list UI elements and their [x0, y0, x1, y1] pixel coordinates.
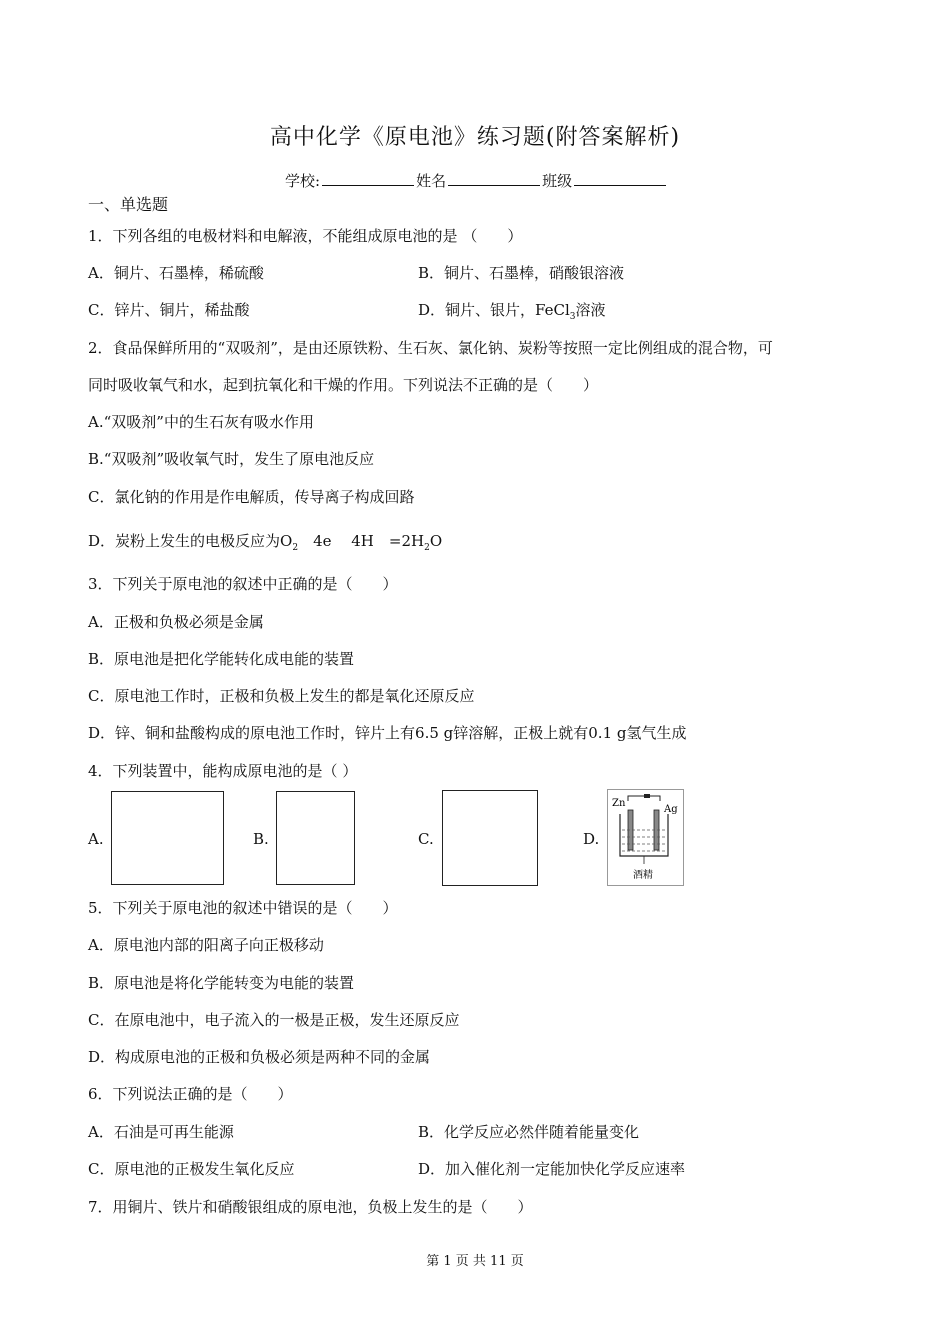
question-3-option-a: A．正极和负极必须是金属 [88, 613, 264, 631]
school-blank[interactable] [322, 171, 414, 186]
question-4-figure-d [607, 789, 684, 886]
page-footer: 第 1 页 共 11 页 [426, 1254, 524, 1269]
page-title: 高中化学《原电池》练习题(附答案解析) [269, 125, 681, 150]
question-5-option-a: A．原电池内部的阳离子向正极移动 [88, 936, 324, 954]
question-3-option-d: D．锌、铜和盐酸构成的原电池工作时，锌片上有6.5 g锌溶解，正极上就有0.1 g氢气生成 [88, 724, 687, 742]
question-6-option-a: A．石油是可再生能源 [88, 1123, 234, 1141]
q2-d-text: D．炭粉上发生的电极反应为O [88, 532, 293, 550]
question-5-option-d: D．构成原电池的正极和负极必须是两种不同的金属 [88, 1048, 431, 1066]
question-4-label-d: D. [583, 830, 600, 848]
beaker [620, 814, 668, 856]
student-info-line [285, 170, 668, 191]
beaker-diagram [608, 790, 683, 885]
question-6-option-c: C．原电池的正极发生氧化反应 [88, 1160, 295, 1178]
q2-d-suffix: O [429, 532, 443, 550]
question-6-stem: 6．下列说法正确的是（ ） [88, 1085, 293, 1103]
q2-d-subscript-1: 2 [292, 543, 299, 553]
question-2-stem-line2: 同时吸收氧气和水，起到抗氧化和干燥的作用。下列说法不正确的是（ ） [88, 376, 599, 394]
name-blank[interactable] [448, 171, 540, 186]
question-4-stem: 4．下列装置中，能构成原电池的是（ ） [88, 762, 358, 780]
question-4-label-b: B. [253, 830, 269, 848]
question-4-figure-a [111, 791, 224, 885]
school-label: 学校: [285, 172, 321, 190]
question-3-option-c: C．原电池工作时，正极和负极上发生的都是氧化还原反应 [88, 687, 475, 705]
q2-d-subscript-2: 2 [424, 543, 430, 553]
question-6-option-d: D．加入催化剂一定能加快化学反应速率 [418, 1160, 686, 1178]
question-7-stem: 7．用铜片、铁片和硝酸银组成的原电池，负极上发生的是（ ） [88, 1198, 533, 1216]
question-5-option-c: C．在原电池中，电子流入的一极是正极，发生还原反应 [88, 1011, 460, 1029]
question-4-figure-c [442, 790, 538, 886]
question-1-option-c: C．锌片、铜片，稀盐酸 [88, 301, 250, 319]
liquid-label: 酒精 [633, 870, 653, 881]
question-5-stem: 5．下列关于原电池的叙述中错误的是（ ） [88, 899, 398, 917]
q1-d-text: D．铜片、银片，FeCl [418, 301, 570, 319]
q1-d-subscript: 3 [569, 312, 576, 322]
class-label: 班级 [542, 172, 573, 190]
ag-electrode-label: Ag [664, 804, 678, 815]
question-1-stem: 1．下列各组的电极材料和电解液，不能组成原电池的是 （ ） [88, 227, 523, 245]
question-4-label-c: C. [418, 830, 434, 848]
question-1-option-b: B．铜片、石墨棒，硝酸银溶液 [418, 264, 625, 282]
zn-electrode-label: Zn [612, 798, 626, 809]
section-heading: 一、单选题 [88, 195, 169, 214]
q1-d-suffix: 溶液 [575, 301, 606, 319]
question-5-option-b: B．原电池是将化学能转变为电能的装置 [88, 974, 355, 992]
class-blank[interactable] [574, 171, 666, 186]
question-1-option-a: A．铜片、石墨棒，稀硫酸 [88, 264, 264, 282]
question-2-option-a: A.“双吸剂”中的生石灰有吸水作用 [88, 413, 314, 431]
question-4-figure-b [276, 791, 355, 885]
q2-d-mid: 4e 4H =2H [298, 532, 425, 550]
question-3-option-b: B．原电池是把化学能转化成电能的装置 [88, 650, 355, 668]
question-2-option-d [88, 530, 442, 553]
galvanometer [644, 794, 650, 798]
question-3-stem: 3．下列关于原电池的叙述中正确的是（ ） [88, 575, 398, 593]
question-2-option-c: C．氯化钠的作用是作电解质，传导离子构成回路 [88, 488, 415, 506]
question-2-stem-line1: 2．食品保鲜所用的“双吸剂”，是由还原铁粉、生石灰、氯化钠、炭粉等按照一定比例组成的混合物，可 [88, 339, 773, 357]
name-label: 姓名 [416, 172, 447, 190]
question-4-label-a: A. [88, 830, 104, 848]
question-2-option-b: B.“双吸剂”吸收氧气时，发生了原电池反应 [88, 450, 375, 468]
question-1-option-d [418, 299, 606, 322]
question-6-option-b: B．化学反应必然伴随着能量变化 [418, 1123, 640, 1141]
